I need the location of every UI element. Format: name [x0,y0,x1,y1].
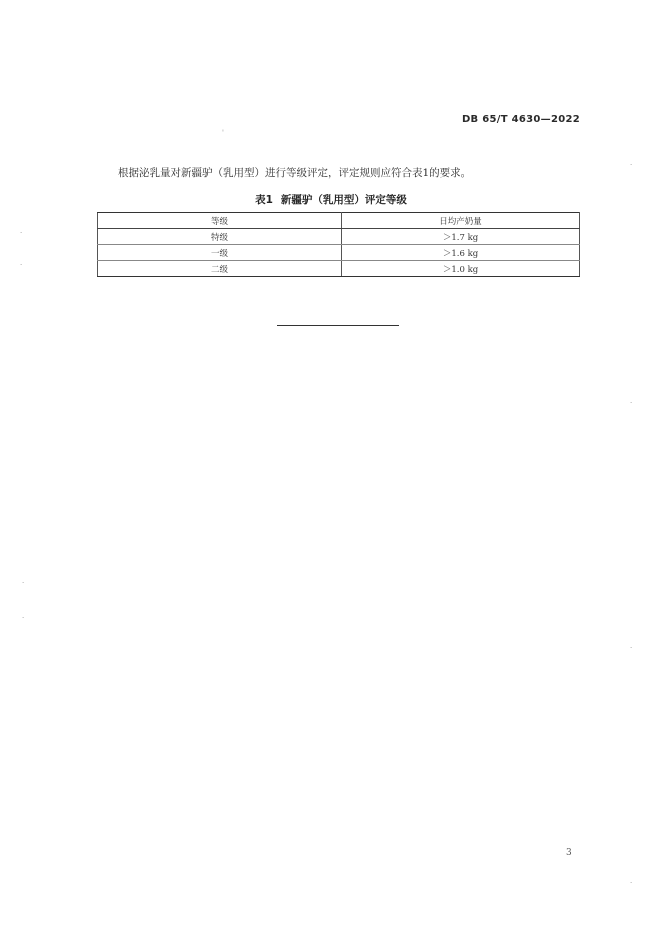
column-header-grade: 等级 [98,213,342,229]
grade-cell: 一级 [98,245,342,261]
table-row [98,229,580,245]
scan-speck: · [22,614,25,622]
scan-speck: · [630,161,633,169]
end-of-document-rule [277,325,399,326]
table-row [98,261,580,277]
scan-speck: · [630,399,633,407]
grade-cell: 特级 [98,229,342,245]
scan-speck: ' [222,129,224,137]
scan-speck: · [20,229,23,237]
table-row [98,245,580,261]
grade-cell: 二级 [98,261,342,277]
milk-yield-cell: ＞1.0 kg [342,261,580,277]
scan-speck: · [22,579,25,587]
scan-speck: · [630,644,633,652]
body-paragraph: 根据泌乳量对新疆驴（乳用型）进行等级评定，评定规则应符合表1的要求。 [118,167,472,179]
column-header-milk-yield: 日均产奶量 [342,213,580,229]
page-number: 3 [566,848,572,858]
table-title: 新疆驴（乳用型）评定等级 [280,194,407,206]
grade-table [97,212,580,277]
milk-yield-cell: ＞1.6 kg [342,245,580,261]
scan-speck: · [630,879,633,887]
standard-code: DB 65/T 4630—2022 [461,114,580,125]
table-caption [0,192,662,207]
table-header-row [98,213,580,229]
scan-speck: · [20,261,23,269]
table-number: 表1 [255,194,273,206]
milk-yield-cell: ＞1.7 kg [342,229,580,245]
